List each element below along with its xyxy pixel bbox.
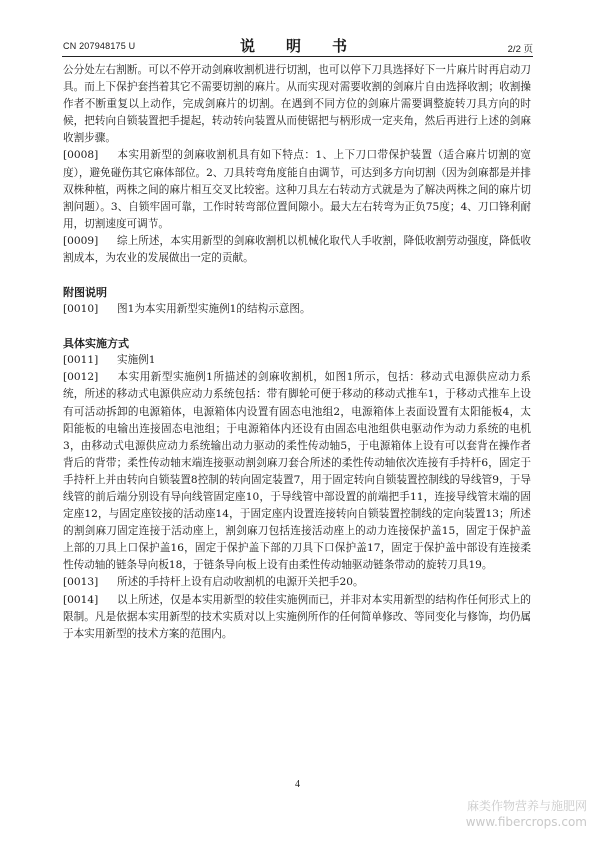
watermark-url: www.fibercrops.com [465,815,587,829]
paragraph-0011 [63,352,531,369]
paragraph-number: [0010] [63,303,99,316]
header-divider [62,56,533,57]
section-heading-embodiment: 具体实施方式 [63,337,129,351]
document-body [63,62,531,643]
site-watermark [466,798,587,830]
section-spacer [63,318,531,335]
footer-page-number: 4 [295,779,300,790]
paragraph-0013 [63,574,531,591]
paragraph-text: 以上所述，仅是本实用新型的较佳实施例而已，并非对本实用新型的结构作任何形式上的限制。凡是依据本实用新型的技术实质对以上实施例所作的任何简单修改、等同变化与修饰，均仍属于本实用新型的技术方案的范围内。 [63,593,531,640]
continued-paragraph: 公分处左右割断。可以不停开动剑麻收割机进行切割，也可以停下刀具选择好下一片麻片时再启动刀具。而上下保护套挡着其它不需要切割的麻片。从而实现对需要收割的剑麻片自由选择收割；收割操作者不断重复以上动作，完成剑麻片的切割。在遇到不同方位的剑麻片需要调整旋转刀具方向的时候，把转向自锁装置把手提起，转动转向装置从而使锯把与柄形成一定夹角，然后再进行上述的剑麻收割步骤。 [63,64,531,145]
patent-number: CN 207948175 U [63,41,136,51]
header-page-number: 2/2 页 [507,44,533,55]
paragraph-number: [0011] [63,354,99,367]
document-title: 说 明 书 [239,37,355,55]
paragraph-text: 综上所述，本实用新型的剑麻收割机以机械化取代人手收割，降低收割劳动强度，降低收割成本，为农业的发展做出一定的贡献。 [63,234,531,265]
paragraph-text: 本实用新型实施例1所描述的剑麻收割机，如图1所示，包括：移动式电源供应动力系统，所述的移动式电源供应动力系统包括：带有脚轮可便于移动的移动式推车1，于移动式推车上设有可活动拆卸的电源箱体，电源箱体内设置有固态电池组2，电源箱体上表面设置有太阳能板4，太阳能板的电输出连接固态电池组；于电源箱体内还设有由固态电池组供电驱动作为动力系统的电机3，由移动式电源供应动力系统输出动力驱动的柔性传动轴5，于电源箱体上设有可以套背在操作者背后的背带；柔性传动轴末端连接驱动割剑麻刀套合所述的柔性传动轴依次连接有手持杆6，固定于手持杆上并由转向自锁装置8控制的转向固定装置7，用于固定转向自锁装置控制线的导线管9，于导线管的前后端分别设有导向线管固定座10，于导线管中部设置的前端把手11，连接导线管末端的固定座12，与固定座铰接的活动座14，于固定座内设置连接转向自锁装置控制线的定向装置13；所述的割剑麻刀固定连接于活动座上，割剑麻刀包括连接活动座上的动力连接保护盖15，固定于保护盖上部的刀具上口保护盖16，固定于保护盖下部的刀具下口保护盖17，固定于保护盖中部设有连接柔性传动轴的链条导向板18，于链条导向板上设有由柔性传动轴驱动链条带动的旋转刀具19。 [63,371,531,572]
paragraph-text: 所述的手持杆上设有启动收割机的电源开关把手20。 [117,576,364,589]
paragraph-0014 [63,592,531,643]
watermark-site-name: 麻类作物营养与施肥网 [466,799,587,813]
paragraph-number: [0012] [63,371,99,384]
paragraph-0009 [63,233,531,267]
paragraph-text: 图1为本实用新型实施例1的结构示意图。 [117,303,311,316]
paragraph-0008 [63,147,531,232]
paragraph-number: [0014] [63,593,99,606]
section-spacer [63,267,531,284]
paragraph-0012 [63,369,531,574]
paragraph-text: 本实用新型的剑麻收割机具有如下特点：1、上下刀口带保护装置（适合麻片切割的宽度），避免碰伤其它麻体部位。2、刀具转弯角度能自由调节，可达到多方向切割（因为剑麻都是并排双株种植，两株之间的麻片相互交叉比较密。这种刀具左右转动方式就是为了解决两株之间的麻片切割问题）。3、自锁牢固可靠，工作时转弯部位置间隙小。最大左右转弯为正负75度；4、刀口锋利耐用，切割速度可调节。 [63,149,531,230]
paragraph-text: 实施例1 [117,354,156,367]
paragraph-number: [0013] [63,576,99,589]
paragraph-0010 [63,301,531,318]
paragraph-number: [0008] [63,149,99,162]
section-heading-drawings: 附图说明 [63,286,107,300]
paragraph-number: [0009] [63,234,99,247]
